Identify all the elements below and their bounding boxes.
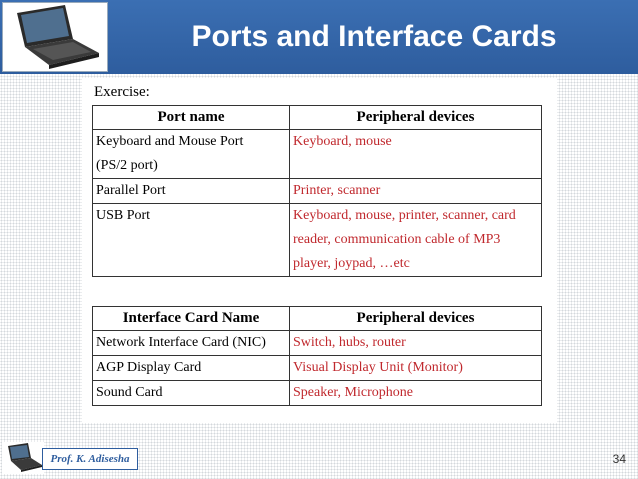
ports-table: [92, 105, 542, 277]
card-name-cell: Sound Card: [93, 381, 290, 406]
footer-author: Prof. K. Adisesha: [42, 448, 138, 470]
table-row: [93, 381, 542, 406]
table-row: [93, 356, 542, 381]
port-name-line: Keyboard and Mouse Port: [96, 134, 244, 149]
devices-cell: Speaker, Microphone: [290, 381, 542, 406]
column-header: Peripheral devices: [290, 106, 542, 130]
devices-line: Keyboard, mouse, printer, scanner, card: [293, 208, 516, 223]
table-row: [93, 204, 542, 277]
devices-cell: Switch, hubs, router: [290, 331, 542, 356]
exercise-label: Exercise:: [94, 84, 150, 100]
exercise-content: [82, 78, 557, 423]
card-name-cell: AGP Display Card: [93, 356, 290, 381]
devices-line: Printer, scanner: [293, 183, 381, 198]
port-name-line: Parallel Port: [96, 183, 166, 198]
column-header: Peripheral devices: [290, 307, 542, 331]
slide-title: Ports and Interface Cards: [191, 20, 557, 53]
table-row: [93, 331, 542, 356]
devices-cell: [290, 179, 542, 204]
devices-line: reader, communication cable of MP3: [293, 232, 501, 247]
column-header: Port name: [93, 106, 290, 130]
table-row: [93, 179, 542, 204]
devices-line: Keyboard, mouse: [293, 134, 392, 149]
port-name-line: (PS/2 port): [96, 158, 158, 173]
laptop-icon: [2, 2, 108, 72]
table-header-row: [93, 307, 542, 331]
slide-header: [0, 0, 638, 74]
port-name-cell: [93, 204, 290, 277]
page-number: 34: [612, 452, 626, 466]
interface-cards-table: [92, 306, 542, 406]
port-name-cell: [93, 179, 290, 204]
table-row: [93, 130, 542, 179]
column-header: Interface Card Name: [93, 307, 290, 331]
devices-cell: [290, 130, 542, 179]
card-name-cell: Network Interface Card (NIC): [93, 331, 290, 356]
table-header-row: [93, 106, 542, 130]
devices-cell: [290, 204, 542, 277]
devices-line: player, joypad, …etc: [293, 256, 410, 271]
port-name-line: USB Port: [96, 208, 151, 223]
laptop-icon: [2, 442, 44, 474]
port-name-cell: [93, 130, 290, 179]
devices-cell: Visual Display Unit (Monitor): [290, 356, 542, 381]
